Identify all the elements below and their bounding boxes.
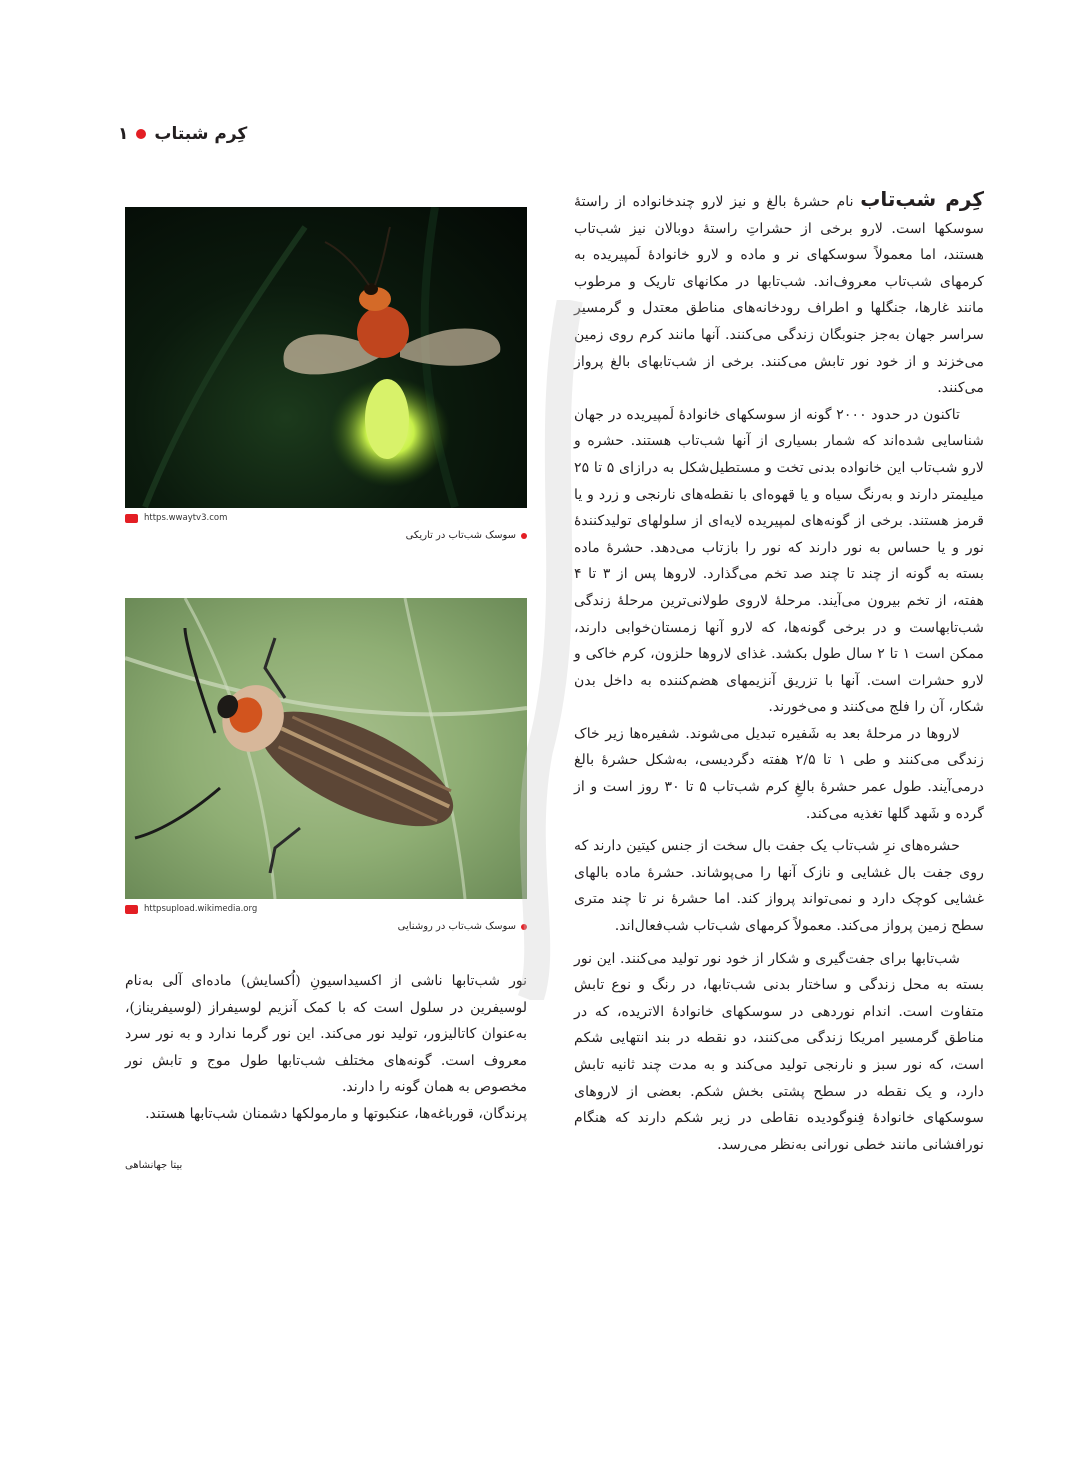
camera-icon [125, 514, 138, 523]
article-body [574, 186, 984, 1158]
article-paragraph-3: لاروها در مرحلهٔ بعد به شَفیره تبدیل می‌شوند. شفیره‌ها زیر خاک زندگی می‌کنند و طی ۱ تا ۲/۵ هفته دگردیسی، به‌شکل حشرهٔ بالغ درمی‌آیند. طول عمر حشرهٔ بالغِ کرم شب‌تاب ۵ تا ۳۰ روز است و از گرده و شَهد گلها تغذیه می‌کند. [574, 725, 984, 822]
sidebar-paragraph-2: پرندگان، قورباغه‌ها، عنکبوتها و مارمولکها دشمنان شب‌تابها هستند. [145, 1105, 527, 1122]
figure-2-credit: httpsupload.wikimedia.org [125, 904, 257, 914]
paragraph-text: نام حشرهٔ بالغ و نیز لارو چندخانواده از راستهٔ سوسکها است. لارو برخی از حشراتِ راستهٔ دوبالان نیز شب‌تاب هستند، اما معمولاً سوسکهای نر و ماده و لارو خانوادهٔ لَمپیریده به کرمهای شب‌تاب معروف‌اند. شب‌تابها در مکانهای تاریک و مرطوب مانند غارها، جنگلها و اطراف رودخانه‌های مناطق معتدل و گرمسیر سراسر جهان به‌جز جنوبگان زندگی می‌کنند. آنها مانند کرم روی زمین می‌خزند و از خود نور تابش می‌کنند. برخی از شب‌تابهای بالغ پرواز می‌کنند. [574, 194, 984, 397]
caption-dot-icon [521, 533, 527, 539]
running-header [118, 124, 247, 144]
author-name: بیتا جهانشاهی [125, 1160, 183, 1171]
figure-1-caption: سوسک شب‌تاب در تاریکی [406, 530, 527, 541]
header-dot-icon [136, 129, 146, 139]
firefly-leaf-photo [125, 598, 527, 899]
camera-icon [125, 905, 138, 914]
figure-1-credit: https.wwaytv3.com [125, 513, 227, 523]
firefly-flying-illustration [125, 207, 527, 508]
caption-dot-icon [521, 924, 527, 930]
sidebar-text [125, 968, 527, 1128]
page-number: ۱ [118, 124, 129, 144]
header-title: کِرم شبتاب [154, 124, 248, 144]
sidebar-paragraph-1: نور شب‌تابها ناشی از اکسیداسیونِ (اُکسایش) ماده‌ای آلی به‌نام لوسیفرین در سلول است که با کمک آنزیم لوسیفراز (لوسیفریناز)، به‌عنوان کاتالیزور، تولید نور می‌کند. این نور گرما ندارد و به نور سرد معروف است. گونه‌های مختلف شب‌تابها طول موج و تابش نور مخصوص به همان گونه را دارند. [125, 973, 527, 1096]
firefly-on-leaf-illustration [125, 598, 527, 899]
article-paragraph-4: حشره‌های نرِ شب‌تاب یک جفت بال سخت از جنس کیتین دارند که روی جفت بال غشایی و نازک آنها را می‌پوشاند. حشرهٔ ماده بالهای غشایی کوچک دارد و نمی‌تواند پرواز کند. اما حشرهٔ نر تا چند متری سطح زمین پرواز می‌کند. معمولاً کرمهای شب‌تاب شب‌فعال‌اند. [574, 838, 984, 935]
article-paragraph-5: شب‌تابها برای جفت‌گیری و شکار از خود نور تولید می‌کنند. این نور بسته به محل زندگی و ساختار بدنی شب‌تابها، در رنگ و نوع تابش متفاوت است. اندام نوردهی در سوسکهای خانوادهٔ الاتریده، که در مناطق گرمسیر امریکا زندگی می‌کنند، دو نقطه در بند انتهایی شکم است، که نور سبز و نارنجی تولید می‌کند و به مدت چند ثانیه تابش دارد، و یک نقطه در سطح پشتی بخش شکم. بعضی از لاروهای سوسکهای خانوادهٔ فِنوگودیده نقاطی در زیر شکم دارند که هنگام نورافشانی مانند خطی نورانی به‌نظر می‌رسد. [574, 950, 984, 1153]
firefly-dark-photo [125, 207, 527, 508]
figure-2-caption: سوسک شب‌تاب در روشنایی [398, 921, 527, 932]
article-paragraph-2: تاکنون در حدود ۲۰۰۰ گونه از سوسکهای خانوادهٔ لَمپیریده در جهان شناسایی شده‌اند که شمار بسیاری از آنها شب‌تاب هستند. حشره و لارو شب‌تاب این خانواده بدنی تخت و مستطیل‌شکل به درازای ۵ تا ۲۵ میلیمتر دارند و به‌رنگ سیاه و یا قهوه‌ای با نقطه‌های نارنجی و زرد و یا قرمز هستند. برخی از گونه‌های لمپیریده لایه‌ای از سلولهای تولیدکنندهٔ نور و یا حساس به نور دارند که نور را بازتاب می‌دهد. حشرهٔ ماده بسته به گونه از چند تا چند صد تخم می‌گذارد. لاروها پس از ۳ تا ۴ هفته، از تخم بیرون می‌آیند. مرحلهٔ لاروی طولانی‌ترین مرحلهٔ زندگی شب‌تابهاست و در برخی گونه‌ها، که لارو آنها زمستان‌خوابی دارند، ممکن است ۱ تا ۲ سال طول بکشد. غذای لاروها حلزون، کرم خاکی و لارو حشرات است. آنها با تزریق آنزیمهای هضم‌کننده به داخل بدن شکار، آن را فلج می‌کنند و می‌خورند. [574, 406, 985, 716]
lead-word: کِرم شب‌تاب [860, 187, 985, 211]
article-paragraph-1 [574, 186, 984, 402]
